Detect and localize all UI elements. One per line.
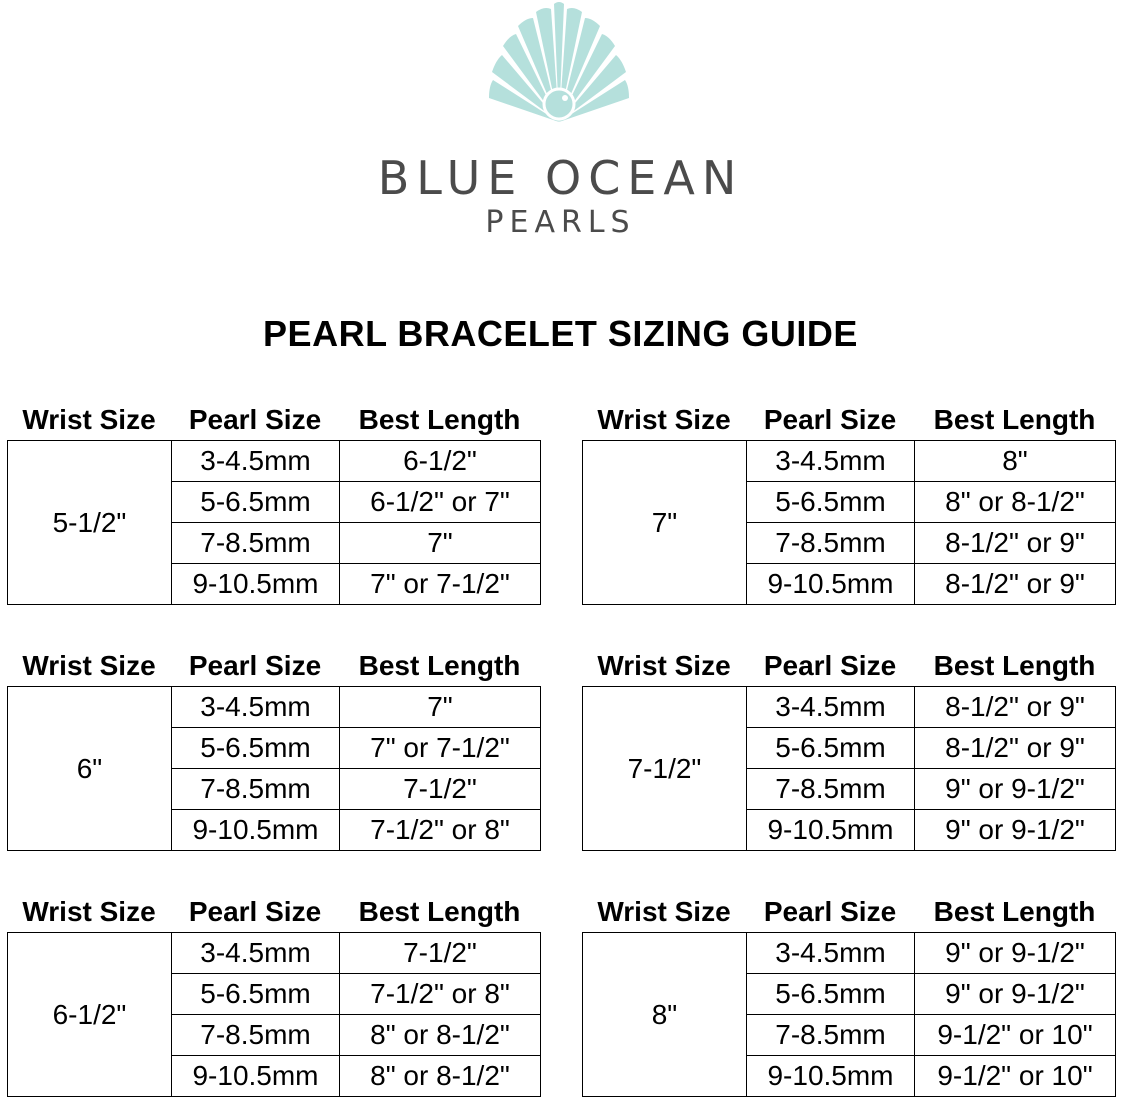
best-length-cell: 8" or 8-1/2" xyxy=(340,1056,541,1097)
best-length-cell: 7" or 7-1/2" xyxy=(340,564,541,605)
best-length-header: Best Length xyxy=(358,650,521,681)
wrist-size-cell: 8" xyxy=(583,933,747,1097)
table-row xyxy=(8,441,541,482)
table-header-row xyxy=(7,892,540,932)
best-length-header: Best Length xyxy=(933,896,1096,927)
best-length-cell: 7" xyxy=(340,687,541,728)
pearl-size-header: Pearl Size xyxy=(188,896,322,927)
best-length-header: Best Length xyxy=(358,896,521,927)
best-length-cell: 8" or 8-1/2" xyxy=(915,482,1116,523)
pearl-size-cell: 5-6.5mm xyxy=(747,974,915,1015)
wrist-size-header: Wrist Size xyxy=(22,896,156,927)
table-row xyxy=(8,933,541,974)
wrist-size-cell: 5-1/2" xyxy=(8,441,172,605)
best-length-cell: 6-1/2" or 7" xyxy=(340,482,541,523)
sizing-table xyxy=(7,932,541,1097)
table-row xyxy=(583,687,1116,728)
best-length-header: Best Length xyxy=(933,404,1096,435)
best-length-cell: 9" or 9-1/2" xyxy=(915,974,1116,1015)
pearl-size-cell: 7-8.5mm xyxy=(747,1015,915,1056)
pearl-size-cell: 9-10.5mm xyxy=(747,810,915,851)
shell-pearl-logo-icon xyxy=(484,0,634,135)
sizing-block xyxy=(7,892,540,1097)
best-length-cell: 8" or 8-1/2" xyxy=(340,1015,541,1056)
best-length-cell: 6-1/2" xyxy=(340,441,541,482)
pearl-size-header: Pearl Size xyxy=(763,404,897,435)
sizing-table xyxy=(582,932,1116,1097)
pearl-size-cell: 3-4.5mm xyxy=(172,687,340,728)
sizing-table xyxy=(582,686,1116,851)
best-length-header: Best Length xyxy=(358,404,521,435)
wrist-size-header: Wrist Size xyxy=(597,896,731,927)
pearl-size-cell: 9-10.5mm xyxy=(172,564,340,605)
best-length-cell: 9" or 9-1/2" xyxy=(915,810,1116,851)
table-header-row xyxy=(582,646,1115,686)
sizing-block xyxy=(582,400,1115,605)
best-length-cell: 7-1/2" or 8" xyxy=(340,810,541,851)
wrist-size-cell: 6-1/2" xyxy=(8,933,172,1097)
table-row xyxy=(8,687,541,728)
pearl-size-cell: 5-6.5mm xyxy=(747,482,915,523)
best-length-cell: 8-1/2" or 9" xyxy=(915,523,1116,564)
best-length-cell: 9" or 9-1/2" xyxy=(915,933,1116,974)
wrist-size-header: Wrist Size xyxy=(597,404,731,435)
best-length-cell: 7-1/2" xyxy=(340,769,541,810)
best-length-cell: 8-1/2" or 9" xyxy=(915,564,1116,605)
best-length-cell: 9-1/2" or 10" xyxy=(915,1015,1116,1056)
pearl-size-cell: 3-4.5mm xyxy=(747,933,915,974)
sizing-table xyxy=(7,440,541,605)
pearl-size-header: Pearl Size xyxy=(188,404,322,435)
sizing-block xyxy=(582,892,1115,1097)
pearl-size-cell: 3-4.5mm xyxy=(747,687,915,728)
brand-subtitle: PEARLS xyxy=(485,205,636,240)
best-length-cell: 7-1/2" or 8" xyxy=(340,974,541,1015)
pearl-size-cell: 7-8.5mm xyxy=(172,523,340,564)
table-header-row xyxy=(7,646,540,686)
best-length-cell: 8-1/2" or 9" xyxy=(915,687,1116,728)
pearl-size-cell: 5-6.5mm xyxy=(172,728,340,769)
pearl-size-cell: 3-4.5mm xyxy=(172,933,340,974)
pearl-size-cell: 9-10.5mm xyxy=(172,1056,340,1097)
page-title: PEARL BRACELET SIZING GUIDE xyxy=(263,313,858,354)
table-row xyxy=(583,441,1116,482)
wrist-size-cell: 6" xyxy=(8,687,172,851)
best-length-cell: 7" or 7-1/2" xyxy=(340,728,541,769)
best-length-cell: 9-1/2" or 10" xyxy=(915,1056,1116,1097)
wrist-size-header: Wrist Size xyxy=(22,404,156,435)
best-length-cell: 8-1/2" or 9" xyxy=(915,728,1116,769)
table-header-row xyxy=(582,400,1115,440)
wrist-size-header: Wrist Size xyxy=(22,650,156,681)
table-header-row xyxy=(7,400,540,440)
table-header-row xyxy=(582,892,1115,932)
pearl-size-cell: 5-6.5mm xyxy=(172,482,340,523)
pearl-size-header: Pearl Size xyxy=(763,650,897,681)
best-length-cell: 7" xyxy=(340,523,541,564)
pearl-size-cell: 3-4.5mm xyxy=(172,441,340,482)
pearl-size-cell: 9-10.5mm xyxy=(172,810,340,851)
wrist-size-cell: 7-1/2" xyxy=(583,687,747,851)
best-length-header: Best Length xyxy=(933,650,1096,681)
brand-name: BLUE OCEAN xyxy=(377,151,744,205)
best-length-cell: 7-1/2" xyxy=(340,933,541,974)
pearl-size-header: Pearl Size xyxy=(188,650,322,681)
pearl-size-cell: 7-8.5mm xyxy=(172,1015,340,1056)
pearl-size-header: Pearl Size xyxy=(763,896,897,927)
pearl-size-cell: 9-10.5mm xyxy=(747,564,915,605)
pearl-size-cell: 7-8.5mm xyxy=(747,769,915,810)
pearl-size-cell: 7-8.5mm xyxy=(747,523,915,564)
pearl-size-cell: 5-6.5mm xyxy=(747,728,915,769)
pearl-size-cell: 3-4.5mm xyxy=(747,441,915,482)
sizing-table xyxy=(7,686,541,851)
pearl-size-cell: 7-8.5mm xyxy=(172,769,340,810)
sizing-table xyxy=(582,440,1116,605)
pearl-size-cell: 5-6.5mm xyxy=(172,974,340,1015)
pearl-size-cell: 9-10.5mm xyxy=(747,1056,915,1097)
sizing-block xyxy=(7,646,540,851)
best-length-cell: 9" or 9-1/2" xyxy=(915,769,1116,810)
sizing-block xyxy=(582,646,1115,851)
table-row xyxy=(583,933,1116,974)
sizing-block xyxy=(7,400,540,605)
wrist-size-header: Wrist Size xyxy=(597,650,731,681)
wrist-size-cell: 7" xyxy=(583,441,747,605)
best-length-cell: 8" xyxy=(915,441,1116,482)
